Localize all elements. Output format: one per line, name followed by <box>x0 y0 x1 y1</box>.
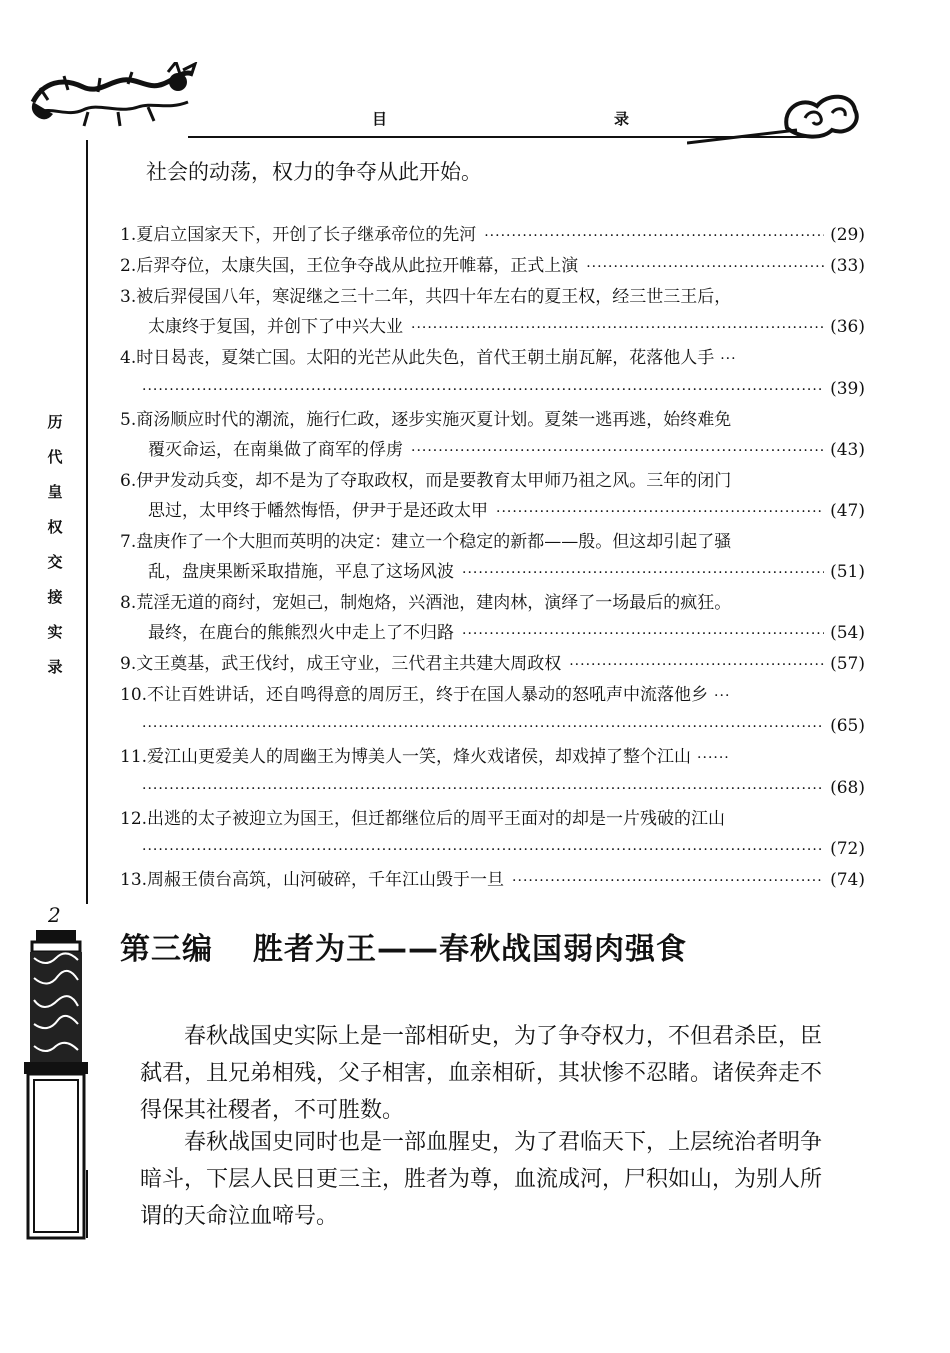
toc-page: (68) <box>830 778 865 798</box>
toc-text: 出逃的太子被迎立为国王，但迁都继位后的周平王面对的却是一片残破的江山 <box>147 809 726 829</box>
toc-page: (57) <box>830 654 865 674</box>
cloud-ornament-icon <box>687 88 862 148</box>
toc-item[interactable] <box>120 649 865 680</box>
toc-page: (36) <box>830 317 865 337</box>
toc-item[interactable] <box>120 251 865 282</box>
toc-text: 爱江山更爱美人的周幽王为博美人一笑，烽火戏诸侯，却戏掉了整个江山 <box>147 747 692 767</box>
toc-num: 10. <box>120 685 148 705</box>
toc-text: 文王奠基，武王伐纣，成王守业，三代君主共建大周政权 <box>136 654 562 674</box>
toc-page: (47) <box>830 501 865 521</box>
side-title-char: 历 <box>47 413 63 431</box>
dot-leader: ··· <box>714 688 731 704</box>
toc-num: 12. <box>120 809 148 829</box>
toc-num: 1. <box>120 225 137 245</box>
toc-num: 13. <box>120 870 148 890</box>
toc-num: 8. <box>120 593 137 613</box>
toc-page: (54) <box>830 623 865 643</box>
toc-text: 夏启立国家天下，开创了长子继承帝位的先河 <box>136 225 477 245</box>
toc-num: 7. <box>120 532 137 552</box>
toc-item[interactable] <box>120 588 865 649</box>
toc-item[interactable] <box>120 405 865 466</box>
section-title-text: 胜者为王——春秋战国弱肉强食 <box>253 932 687 967</box>
toc-page: (29) <box>830 225 865 245</box>
dot-leader <box>484 221 824 251</box>
toc-page: (33) <box>830 256 865 276</box>
toc-num: 9. <box>120 654 137 674</box>
toc-item[interactable] <box>120 527 865 588</box>
body-paragraph: 春秋战国史实际上是一部相斫史，为了争夺权力，不但君杀臣，臣弑君，且兄弟相残，父子相害，血亲相斫，其状惨不忍睹。诸侯奔走不得保其社稷者，不可胜数。 <box>140 1024 823 1123</box>
toc-num: 4. <box>120 348 137 368</box>
toc-page: (65) <box>830 716 865 736</box>
toc-page: (51) <box>830 562 865 582</box>
toc-item[interactable] <box>120 680 865 742</box>
toc-text: 覆灭命运，在南巢做了商军的俘虏 <box>148 440 403 460</box>
toc-item[interactable] <box>120 282 865 343</box>
side-title-char: 皇 <box>47 483 63 501</box>
toc-num: 5. <box>120 410 137 430</box>
dot-leader <box>142 774 824 804</box>
toc-num: 6. <box>120 471 137 491</box>
dot-leader <box>462 558 824 588</box>
toc-text: 最终，在鹿台的熊熊烈火中走上了不归路 <box>148 623 454 643</box>
body-paragraph: 春秋战国史同时也是一部血腥史，为了君临天下，上层统治者明争暗斗，下层人民日更三主，胜者为尊，血流成河，尸积如山，为别人所谓的天命泣血啼号。 <box>140 1130 823 1229</box>
side-title-char: 实 <box>47 623 63 641</box>
dot-leader <box>142 835 824 865</box>
side-title-char: 接 <box>47 588 63 606</box>
carved-pillar-icon <box>20 928 92 1240</box>
toc-item[interactable] <box>120 804 865 865</box>
toc-page: (74) <box>830 870 865 890</box>
toc-num: 3. <box>120 287 137 307</box>
side-title-char: 录 <box>47 658 63 676</box>
toc-num: 2. <box>120 256 137 276</box>
dot-leader <box>569 650 824 680</box>
section-part: 第三编 <box>120 932 213 967</box>
toc-text: 太康终于复国，并创下了中兴大业 <box>148 317 403 337</box>
dot-leader <box>411 436 824 466</box>
toc-item[interactable] <box>120 343 865 405</box>
toc-text: 荒淫无道的商纣，宠妲己，制炮烙，兴酒池，建肉林，演绎了一场最后的疯狂。 <box>136 593 732 613</box>
page-number: 2 <box>48 903 61 927</box>
intro-text: 社会的动荡，权力的争夺从此开始。 <box>146 160 482 184</box>
dot-leader: ······ <box>697 750 730 766</box>
toc-item[interactable] <box>120 220 865 251</box>
toc-text: 时日曷丧，夏桀亡国。太阳的光芒从此失色，首代王朝土崩瓦解，花落他人手 <box>136 348 715 368</box>
toc-text: 思过，太甲终于幡然悔悟，伊尹于是还政太甲 <box>148 501 488 521</box>
toc-page: (43) <box>830 440 865 460</box>
dot-leader <box>462 619 824 649</box>
dot-leader: ··· <box>720 351 737 367</box>
toc-item[interactable] <box>120 865 865 896</box>
toc-item[interactable] <box>120 742 865 804</box>
toc-text: 被后羿侵国八年，寒浞继之三十二年，共四十年左右的夏王权，经三世三王后， <box>136 287 732 307</box>
toc-text: 商汤顺应时代的潮流，施行仁政，逐步实施灭夏计划。夏桀一逃再逃，始终难免 <box>136 410 732 430</box>
toc-text: 盘庚作了一个大胆而英明的决定：建立一个稳定的新都——殷。但这却引起了骚 <box>136 532 732 552</box>
toc-text: 不让百姓讲话，还自鸣得意的周厉王，终于在国人暴动的怒吼声中流落他乡 <box>147 685 709 705</box>
toc-item[interactable] <box>120 466 865 527</box>
dot-leader <box>512 866 824 896</box>
left-margin-rule <box>86 140 88 904</box>
toc-page: (39) <box>830 379 865 399</box>
header-char-right: 录 <box>614 110 630 128</box>
dot-leader <box>586 252 824 282</box>
dot-leader <box>142 375 824 405</box>
toc-text: 后羿夺位，太康失国，王位争夺战从此拉开帷幕，正式上演 <box>136 256 579 276</box>
toc-text: 周赧王债台高筑，山河破碎，千年江山毁于一旦 <box>147 870 505 890</box>
toc-page: (72) <box>830 839 865 859</box>
side-title-char: 代 <box>47 448 63 466</box>
header-rule <box>188 136 812 138</box>
toc-text: 伊尹发动兵变，却不是为了夺取政权，而是要教育太甲师乃祖之风。三年的闭门 <box>136 471 732 491</box>
toc-num: 11. <box>120 747 148 767</box>
dot-leader <box>142 712 824 742</box>
side-book-title <box>42 415 68 695</box>
toc-list <box>120 220 865 896</box>
section-heading[interactable] <box>120 924 850 968</box>
toc-text: 乱，盘庚果断采取措施，平息了这场风波 <box>148 562 454 582</box>
side-title-char: 交 <box>47 553 63 571</box>
side-title-char: 权 <box>47 518 63 536</box>
dot-leader <box>496 497 824 527</box>
header-char-left: 目 <box>372 110 388 128</box>
dot-leader <box>411 313 824 343</box>
dragon-ornament-icon <box>28 62 198 142</box>
